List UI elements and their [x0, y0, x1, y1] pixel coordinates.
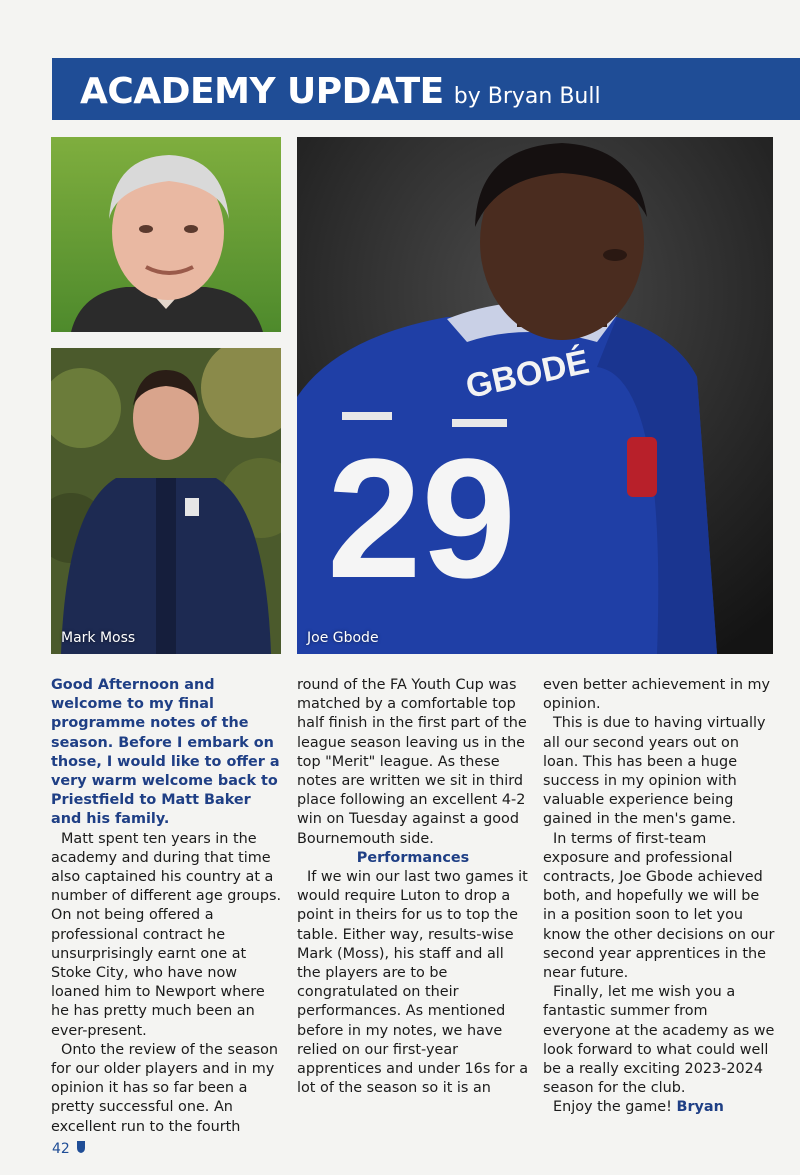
article-paragraph: If we win our last two games it would require Luton to drop a point in theirs for us to top the table. Either way, results-wise Mark (Moss), his staff and all the players are to be congratulated on their performances. As mentioned before in my notes, we have relied on our first-year apprentices and under 16s for a lot of the season so it is an	[297, 869, 529, 1097]
page-number: 42	[52, 1141, 70, 1157]
closing-text: Enjoy the game!	[553, 1099, 672, 1116]
article-paragraph: round of the FA Youth Cup was matched by a comfortable top half finish in the first part of the league season leaving us in the top "Merit" league. As these notes are written we sit in third place following an excellent 4-2 win on Tuesday against a good Bournemouth side.	[297, 677, 527, 847]
shirt-number: 29	[327, 424, 517, 614]
page-title: ACADEMY UPDATE	[80, 71, 444, 112]
signature: Bryan	[676, 1099, 724, 1116]
article-lead: Good Afternoon and welcome to my final programme notes of the season. Before I embark on those, I would like to offer a very warm welcome back to Priestfield to Matt Baker and his family.	[51, 677, 280, 828]
article-column-2	[297, 676, 529, 1098]
article-paragraph: Finally, let me wish you a fantastic summer from everyone at the academy as we look forward to what could well be a really exciting 2023-2024 season for the club.	[543, 984, 775, 1097]
article-paragraph: This is due to having virtually all our second years out on loan. This has been a huge success in my opinion with valuable experience being gained in the men's game.	[543, 715, 766, 828]
shirt-name: GBODÉ	[462, 342, 593, 406]
article-closing	[543, 1098, 775, 1117]
article-column-3	[543, 676, 775, 1118]
article-paragraph: Onto the review of the season for our older players and in my opinion it has so far been a pretty successful one. An excellent run to the fourth	[51, 1041, 279, 1135]
page-footer	[52, 1140, 86, 1158]
mark-moss-photo	[51, 348, 281, 654]
byline: by Bryan Bull	[453, 84, 601, 109]
section-heading-performances: Performances	[356, 849, 470, 866]
header-banner	[52, 58, 800, 120]
article-paragraph: even better achievement in my opinion.	[543, 677, 771, 713]
joe-gbode-photo	[297, 137, 773, 654]
author-photo	[51, 137, 281, 332]
article-column-1	[51, 676, 283, 1137]
joe-gbode-caption: Joe Gbode	[307, 630, 379, 646]
club-crest-icon	[76, 1140, 86, 1158]
article-paragraph: Matt spent ten years in the academy and during that time also captained his country at a number of different age groups. On not being offered a professional contract he unsurprisingly earnt one at Stoke City, who have now loaned him to Newport where he has pretty much been an ever-present.	[51, 830, 282, 1039]
mark-moss-caption: Mark Moss	[61, 630, 136, 646]
article-paragraph: In terms of first-team exposure and professional contracts, Joe Gbode achieved both, and hopefully we will be in a position soon to let you know the other decisions on our second year apprentices in the near future.	[543, 830, 775, 982]
